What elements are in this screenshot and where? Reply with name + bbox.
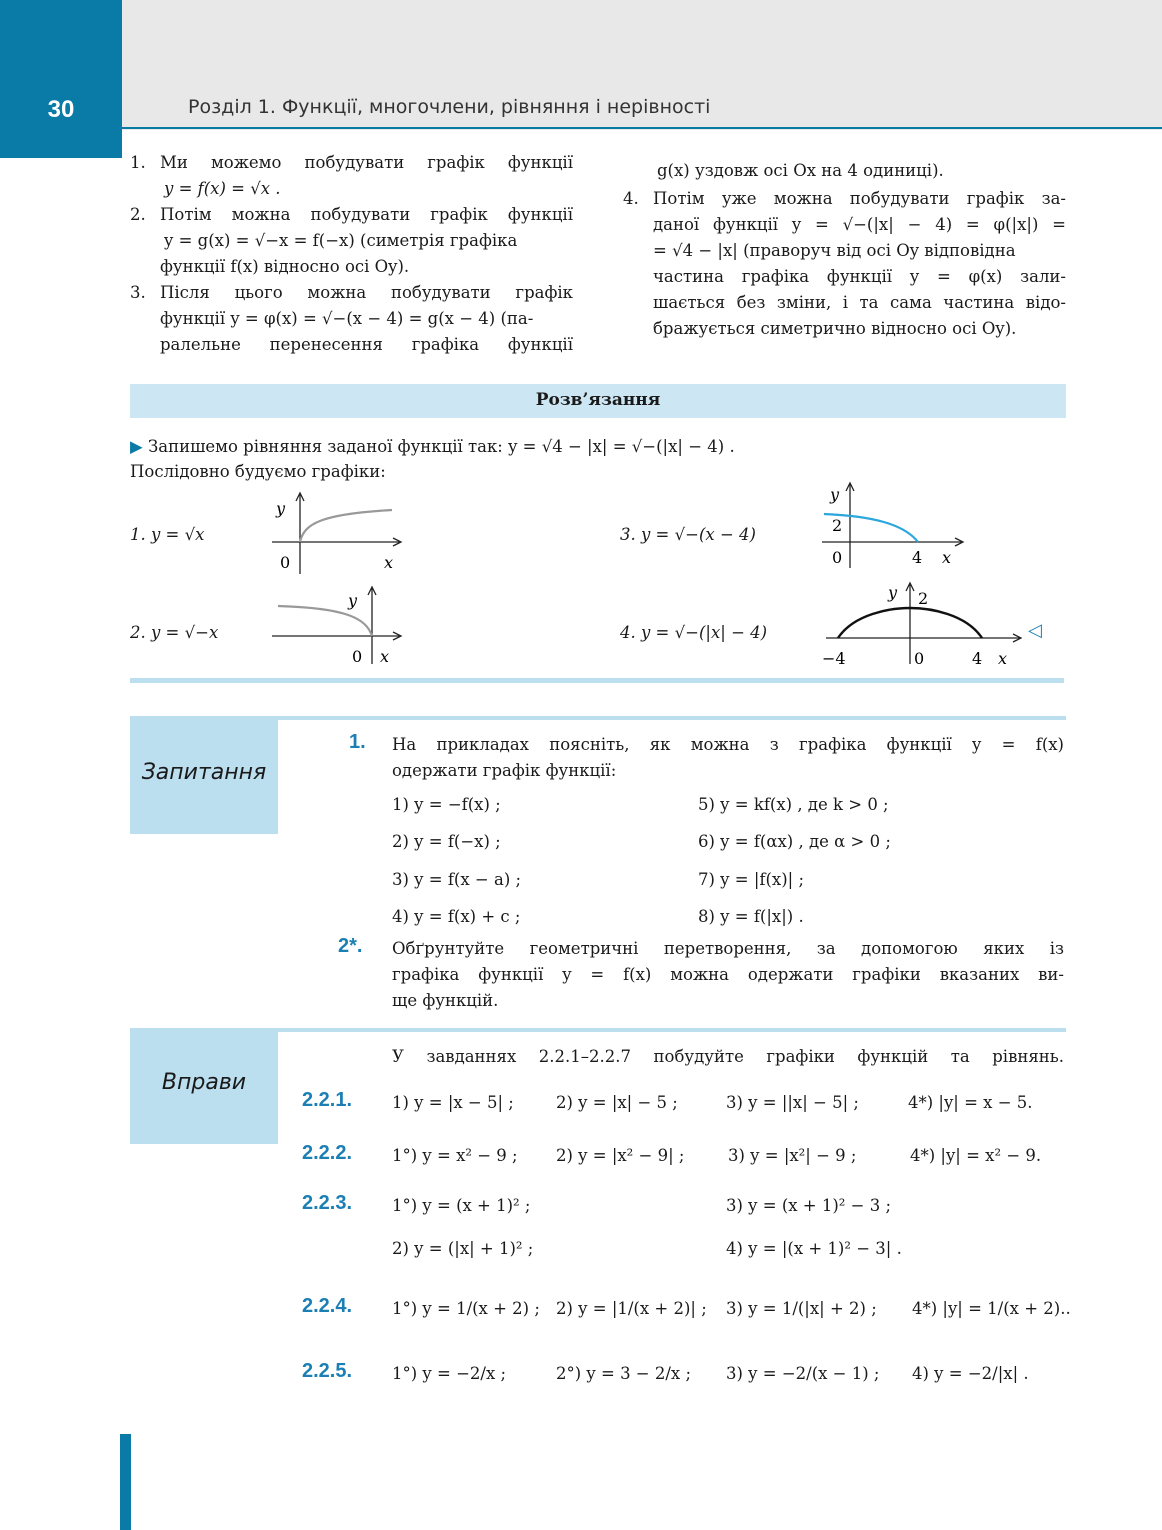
exercise-item: 3) y = ||x| − 5| ; [726,1093,859,1112]
exercises-label: Вправи [161,1070,247,1095]
graph-1 [262,488,412,578]
q1-item: 5) y = kf(x) , де k > 0 ; [698,795,889,814]
x-label: x [380,647,390,666]
step-text: ралельне перенесення графіка функції [160,335,573,354]
curve [300,510,392,542]
x-label: x [384,553,394,572]
exercise-item: 1°) y = −2/x ; [392,1364,507,1383]
step-text: Потім уже можна побудувати графік за- [653,189,1066,208]
page-tab [0,0,122,158]
exercise-item: 3) y = −2/(x − 1) ; [726,1364,880,1383]
exercise-item: 1°) y = (x + 1)² ; [392,1196,531,1215]
end-mark-icon: ◁ [1028,620,1042,641]
exercise-number: 2.2.4. [302,1295,353,1317]
exercise-item: 4*) |y| = x² − 9. [910,1146,1042,1165]
step-number: 1. [130,153,146,172]
step-formula: y = f(x) = √x . [164,179,281,198]
question-2-line3: ще функцій. [392,991,499,1010]
tick-y-label: 2 [918,589,929,608]
question-2-line1: Обґрунтуйте геометричні перетворення, за допомогою яких із [392,939,1064,958]
header-rule [122,127,1162,129]
step-text: Ми можемо побудувати графік функції [160,153,573,172]
exercise-item: 3) y = |x²| − 9 ; [728,1146,857,1165]
exercise-number: 2.2.2. [302,1142,353,1164]
exercise-item: 4) y = |(x + 1)² − 3| . [726,1239,902,1258]
origin-label: 0 [832,548,843,567]
step-text: бражується симетрично відносно осі Oy). [653,319,1017,338]
exercise-item: 1) y = |x − 5| ; [392,1093,514,1112]
step-number: 4. [623,189,639,208]
origin-label: 0 [352,647,363,666]
step-text: Після цього можна побудувати графік [160,283,573,302]
graph-4 [816,580,1028,672]
exercise-item: 3) y = 1/(|x| + 2) ; [726,1299,877,1318]
tick-x-label: 4 [912,548,923,567]
x-label: x [998,649,1008,668]
step-text: g(x) уздовж осі Ox на 4 одиниці). [657,161,944,180]
play-icon: ▶ [130,437,143,456]
exercise-item: 4) y = −2/|x| . [912,1364,1029,1383]
graph-4-label: 4. y = √−(|x| − 4) [620,623,768,642]
step-text: y = g(x) = √−x = f(−x) (симетрія графіка [164,231,518,250]
step-text: Потім можна побудувати графік функції [160,205,573,224]
origin-label: 0 [914,649,925,668]
steps-left [130,150,573,358]
step-3 [130,280,573,358]
q1-item: 8) y = f(|x|) . [698,907,804,926]
footer-accent-bar [120,1434,131,1530]
y-label: y [348,591,358,610]
step-text: = √4 − |x| (праворуч від осі Oy відповідна [653,241,1016,260]
step-text: шається без зміни, і та сама частина відо- [653,293,1066,312]
question-1-number: 1. [349,731,366,753]
q1-item: 2) y = f(−x) ; [392,832,501,851]
exercises-top-rule [278,1028,1066,1032]
solution-intro-text: Запишемо рівняння заданої функції так: y = √4 − |x| = √−(|x| − 4) . [147,437,735,456]
exercise-item: 2) y = |1/(x + 2)| ; [556,1299,707,1318]
step-2 [130,202,573,280]
questions-top-rule [278,716,1066,720]
exercise-number: 2.2.5. [302,1360,353,1382]
solution-intro [130,434,1066,460]
graph-3 [812,480,972,572]
curve [278,606,372,636]
questions-label: Запитання [141,760,267,785]
exercise-item: 4*) |y| = x − 5. [908,1093,1033,1112]
question-1-line2: одержати графік функції: [392,761,617,780]
q1-item: 1) y = −f(x) ; [392,795,501,814]
exercise-number: 2.2.3. [302,1192,353,1214]
step-number: 2. [130,205,146,224]
tick-x-label: 4 [972,649,983,668]
solution-bottom-rule [130,678,1064,683]
graph-2-label: 2. y = √−x [130,623,219,642]
exercise-item: 2) y = |x² − 9| ; [556,1146,685,1165]
step-1 [130,150,573,202]
page-number: 30 [47,96,75,123]
origin-label: 0 [280,553,291,572]
exercise-item: 1°) y = 1/(x + 2) ; [392,1299,540,1318]
tick-y-label: 2 [832,516,843,535]
x-label: x [942,548,952,567]
graph-2 [262,584,412,670]
step-text: функції y = φ(x) = √−(x − 4) = g(x − 4) (па- [160,309,534,328]
step-text: функції f(x) відносно осі Oy). [160,257,410,276]
exercises-intro: У завданнях 2.2.1–2.2.7 побудуйте графіки функцій та рівнянь. [392,1047,1064,1066]
question-2-line2: графіка функції y = f(x) можна одержати графіки вказаних ви- [392,965,1064,984]
step-text: частина графіка функції y = φ(x) зали- [653,267,1066,286]
solution-title: Розв’язання [535,390,661,410]
steps-right [623,158,1066,342]
exercise-item: 3) y = (x + 1)² − 3 ; [726,1196,892,1215]
q1-item: 7) y = |f(x)| ; [698,870,805,889]
y-label: y [888,583,898,602]
question-1-line1: На прикладах поясніть, як можна з графіка функції y = f(x) [392,735,1064,754]
graph-1-label: 1. y = √x [130,525,205,544]
exercise-item: 4*) |y| = 1/(x + 2).. [912,1299,1071,1318]
graph-3-label: 3. y = √−(x − 4) [620,525,756,544]
exercise-item: 2°) y = 3 − 2/x ; [556,1364,692,1383]
solution-intro2: Послідовно будуємо графіки: [130,462,386,481]
exercise-item: 1°) y = x² − 9 ; [392,1146,518,1165]
q1-item: 3) y = f(x − a) ; [392,870,522,889]
exercise-item: 2) y = (|x| + 1)² ; [392,1239,534,1258]
step-number: 3. [130,283,146,302]
step-text: даної функції y = √−(|x| − 4) = φ(|x|) = [653,215,1066,234]
exercise-item: 2) y = |x| − 5 ; [556,1093,678,1112]
exercise-number: 2.2.1. [302,1089,353,1111]
step-4 [623,186,1066,342]
q1-item: 6) y = f(αx) , де α > 0 ; [698,832,891,851]
q1-item: 4) y = f(x) + c ; [392,907,521,926]
tick-xneg-label: −4 [822,649,846,668]
question-2-number: 2*. [338,935,363,957]
y-label: y [276,499,286,518]
y-label: y [830,485,840,504]
chapter-title: Розділ 1. Функції, многочлени, рівняння і нерівності [188,96,711,118]
